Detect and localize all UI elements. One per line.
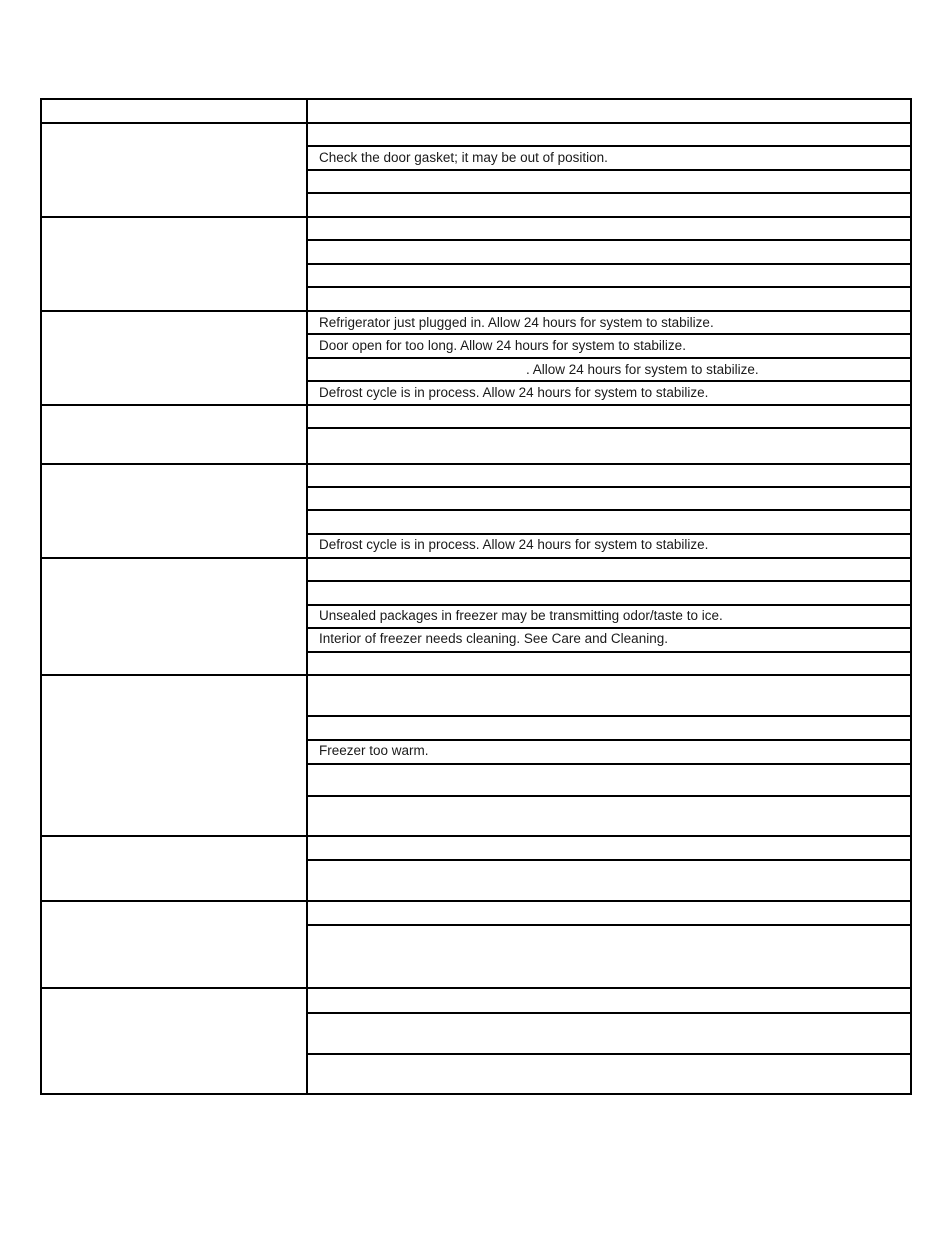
sub-row-border <box>306 924 910 926</box>
cell-defrost-cycle: Defrost cycle is in process. Allow 24 hours for system to stabilize. <box>319 385 709 400</box>
sub-row-border <box>306 604 910 606</box>
troubleshooting-table <box>40 98 912 1095</box>
sub-row-border <box>306 1053 910 1055</box>
group-border <box>42 674 910 676</box>
group-border <box>42 216 910 218</box>
sub-row-border <box>306 192 910 194</box>
cell-defrost-cycle: Defrost cycle is in process. Allow 24 hours for system to stabilize. <box>319 537 709 552</box>
sub-row-border <box>306 1012 910 1014</box>
cell-door-open-long: Door open for too long. Allow 24 hours for system to stabilize. <box>319 338 686 353</box>
cell-just-plugged-in: Refrigerator just plugged in. Allow 24 hours for system to stabilize. <box>319 315 714 330</box>
cell-door-gasket: Check the door gasket; it may be out of position. <box>319 150 608 165</box>
group-border <box>42 310 910 312</box>
sub-row-border <box>306 427 910 429</box>
group-border <box>42 404 910 406</box>
group-border <box>42 557 910 559</box>
cell-freezer-too-warm: Freezer too warm. <box>319 743 429 758</box>
sub-row-border <box>306 145 910 147</box>
sub-row-border <box>306 263 910 265</box>
sub-row-border <box>306 333 910 335</box>
group-border <box>42 987 910 989</box>
sub-row-border <box>306 486 910 488</box>
sub-row-border <box>306 739 910 741</box>
column-divider <box>306 100 308 1093</box>
sub-row-border <box>306 795 910 797</box>
sub-row-border <box>306 286 910 288</box>
sub-row-border <box>306 627 910 629</box>
sub-row-border <box>306 509 910 511</box>
sub-row-border <box>306 715 910 717</box>
group-border <box>42 835 910 837</box>
sub-row-border <box>306 651 910 653</box>
sub-row-border <box>306 859 910 861</box>
cell-interior-cleaning: Interior of freezer needs cleaning. See Care and Cleaning. <box>319 631 668 646</box>
sub-row-border <box>306 380 910 382</box>
sub-row-border <box>306 533 910 535</box>
cell-allow-stabilize: . Allow 24 hours for system to stabilize. <box>526 362 759 377</box>
cell-unsealed-packages: Unsealed packages in freezer may be transmitting odor/taste to ice. <box>319 608 723 623</box>
sub-row-border <box>306 169 910 171</box>
group-border <box>42 900 910 902</box>
sub-row-border <box>306 580 910 582</box>
sub-row-border <box>306 239 910 241</box>
group-border <box>42 463 910 465</box>
sub-row-border <box>306 357 910 359</box>
sub-row-border <box>306 763 910 765</box>
header-row-border <box>42 122 910 124</box>
